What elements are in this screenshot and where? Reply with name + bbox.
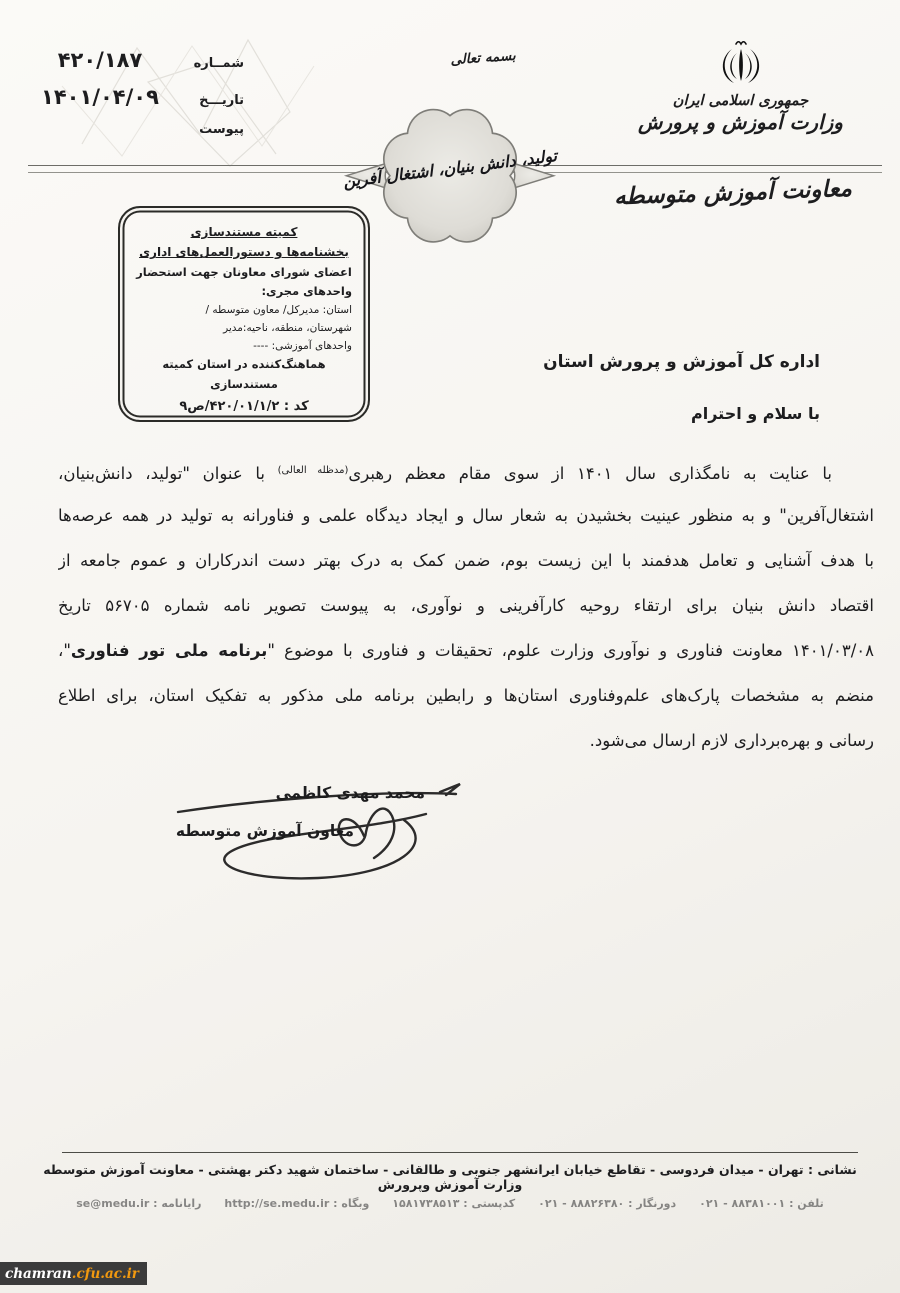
letter-number-value: ۴۲۰/۱۸۷ xyxy=(57,48,143,72)
letter-attachment-label: پیوست xyxy=(199,122,244,137)
org-ministry-name: وزارت آموزش و پرورش xyxy=(638,110,843,134)
routing-box-title2: بخشنامه‌ها و دستورالعمل‌های اداری xyxy=(139,245,349,260)
footer-contacts: تلفن : ۸۸۳۸۱۰۰۱ - ۰۲۱ دورنگار : ۸۸۸۲۶۳۸۰ - ۰۲۱ کدپستی : ۱۵۸۱۷۳۸۵۱۳ وبگاه : http://se.medu.ir رایانامه : se@medu.ir xyxy=(76,1197,824,1210)
routing-box-title1: کمیته مستندسازی xyxy=(190,225,298,239)
routing-box-executor-units: واحدهای آموزشی: ---- xyxy=(253,339,352,352)
body-line-5-text: ۱۴۰۱/۰۳/۰۸ معاونت فناوری و نوآوری وزارت علوم، تحقیقات و فناوری با موضوع " xyxy=(267,641,874,660)
org-header xyxy=(633,38,848,134)
letter-number-row xyxy=(16,48,244,85)
program-title-bold: برنامه ملی تور فناوری xyxy=(70,641,268,660)
letter-date-value: ۱۴۰۱/۰۴/۰۹ xyxy=(41,85,159,109)
body-line-7: رسانی و بهره‌برداری لازم ارسال می‌شود. xyxy=(589,731,874,750)
routing-box-coordinator: هماهنگ‌کننده در استان کمیته مستندسازی xyxy=(162,357,326,391)
iran-emblem-icon xyxy=(719,38,763,90)
letter-attachment-row xyxy=(16,122,244,159)
routing-box-audience: اعضای شورای معاونان جهت استحضار xyxy=(136,264,352,279)
signature-block xyxy=(168,770,480,888)
bismillah-text: بسمه تعالی xyxy=(449,47,517,69)
routing-box-code: کد : ۴۲۰/۰۱/۱/۲/ص۹ xyxy=(179,398,309,414)
body-line-1 xyxy=(58,448,874,493)
year-slogan-text: تولید، دانش بنیان، اشتغال آفرین xyxy=(342,145,558,191)
site-watermark-name: chamran xyxy=(5,1265,72,1282)
body-line-2: اشتغال‌آفرین" و به منظور عینیت بخشیدن به شعار سال و ایجاد دیدگاه علمی و فناورانه به تولید در همه عرصه‌ها xyxy=(58,506,874,525)
routing-box-executors-label: واحدهای مجری: xyxy=(261,284,352,299)
routing-box-executor-province: استان: مدیرکل/ معاون متوسطه / xyxy=(205,303,352,316)
honorific-superscript: (مدظله العالی) xyxy=(277,465,349,476)
body-line-3: با هدف آشنایی و تعامل هدفمند با این زیست بوم، ضمن کمک به درک بهتر دست اندرکاران و عموم جامعه از xyxy=(58,551,874,570)
org-deputy-title: معاونت آموزش متوسطه xyxy=(613,175,853,211)
letter-date-row xyxy=(16,85,244,122)
signer-name: محمد مهدی کاظمی xyxy=(275,784,425,802)
site-watermark-domain: .cfu.ac.ir xyxy=(71,1265,139,1282)
site-watermark xyxy=(0,1262,147,1285)
letter-meta-block xyxy=(16,48,244,159)
footer-address: نشانی : تهران - میدان فردوسی - تقاطع خیابان ایرانشهر جنوبی و طالقانی - ساختمان شهید دکتر بهشتی - معاونت آموزش متوسطه وزارت آموزش وپرورش xyxy=(43,1162,857,1192)
handwritten-signature-icon xyxy=(168,770,480,888)
body-line-5 xyxy=(58,628,874,673)
signer-title: معاون آموزش متوسطه xyxy=(175,822,354,840)
year-slogan-medallion xyxy=(336,98,564,238)
body-line-6: منضم به مشخصات پارک‌های علم‌وفناوری استان‌ها و رابطین برنامه ملی مذکور به تفکیک استان، برای اطلاع xyxy=(58,686,874,705)
body-line-1-tail: با عنوان "تولید، دانش‌بنیان، xyxy=(58,464,278,483)
org-country-name: جمهوری اسلامی ایران xyxy=(672,93,809,109)
letter-number-label: شمــاره xyxy=(193,56,244,71)
body-line-5-tail: "، xyxy=(58,641,71,660)
letter-addressee: اداره کل آموزش و پرورش استان xyxy=(543,352,820,372)
letter-salutation: با سلام و احترام xyxy=(691,404,820,423)
routing-box-executor-district: شهرستان، منطقه، ناحیه:مدیر xyxy=(223,321,352,334)
letter-body xyxy=(58,448,874,763)
routing-box xyxy=(118,206,370,422)
body-line-1-text: با عنایت به نامگذاری سال ۱۴۰۱ از سوی مقام معظم رهبری xyxy=(348,464,833,483)
footer-divider-rule xyxy=(62,1152,858,1153)
body-line-4: اقتصاد دانش بنیان برای ارتقاء روحیه کارآفرینی و نوآوری، به پیوست تصویر نامه شماره ۵۶۷۰۵ تاریخ xyxy=(58,596,874,615)
letter-date-label: تاریـــخ xyxy=(199,93,244,108)
